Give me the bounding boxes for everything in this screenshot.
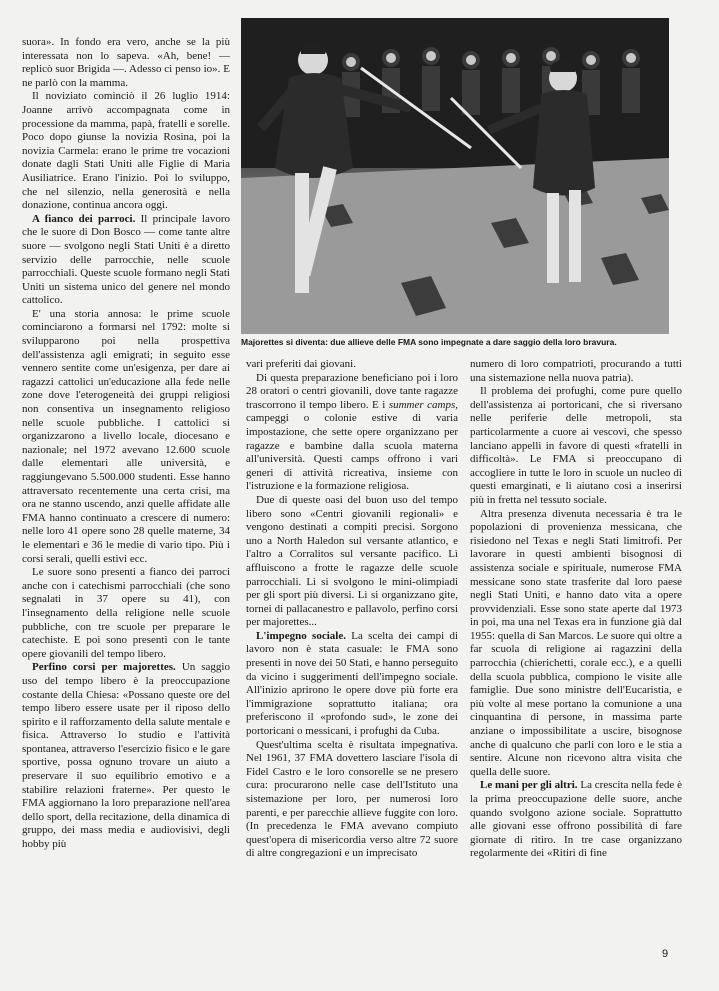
paragraph-text: Di questa preparazione beneficiano poi i loro 28 oratori o centri giovanili, dove tante ragazze trascorrono il tempo libero. E i [246, 371, 458, 411]
paragraph-text: La crescita nella fede è la prima preoccupazione delle suore, anche quando svolgono azione sociale. Soprattutto alle giovani esse offrono possibilità di fare giornate di ritiro. In tre case organizzano regolarmente dei «Ritiri di fine [470, 779, 682, 860]
paragraph: numero di loro compatrioti, procurando a tutti una sistemazione nella nuova patria). [470, 358, 682, 384]
paragraph: Il problema dei profughi, come pure quello dell'assistenza ai portoricani, che si riversano nelle periferie delle metropoli, sta particolarmente a cuore ai vescovi, che spesso lanciano appelli in favore di questi «fratelli in difficoltà». Le FMA si preoccupano di accogliere in tutte le loro in scuole un nucleo di questi emarginati, e li aiutano così a inserirsi più in fretta nel tessuto sociale. [470, 385, 682, 506]
page-number: 9 [662, 948, 669, 960]
paragraph: suora». In fondo era vero, anche se la più interessata non lo sapeva. «Ah, bene! — replicò suor Brigida —. Adesso ci penso io». E ne parlò con la mamma. [22, 36, 230, 89]
section-heading: Le mani per gli altri. [480, 779, 578, 792]
majorettes-photo-illustration [241, 18, 669, 334]
paragraph-text: La scelta dei campi di lavoro non è stata casuale: le FMA sono presenti in nove dei 50 Stati, e hanno perseguito da vicino i suggerimenti dell'impegno sociale. All'inizio aprirono le opere dove più forte era l'immigrazione soprattutto italiana; ora preferiscono il «profondo sud», le zone dei portoricani o messicani, i profughi da Cuba. [246, 629, 459, 738]
majorettes-photo [241, 18, 669, 334]
section-heading: L'impegno sociale. [256, 629, 346, 642]
paragraph [246, 372, 458, 494]
paragraph: Altra presenza divenuta necessaria è tra le popolazioni di provenienza messicana, che risiedono nel Texas e negli Stati limitrofi. Per lavorare in questi ambienti bisognosi di assistenza sociale e spirituale, numerose FMA messicane sono state trasferite dal loro paese negli Stati Uniti, e hanno dato vita a opere provvidenziali. Esse sono state aperte dal 1973 in poi, ma una nel Texas era in funzione già dal 1955: quella di San Marcos. Le suore qui oltre a far scuola di religione ai ragazzini della parrocchia (chierichetti, corale ecc.), e a quelli della scuola pubblica, compiono le visite alle famiglie. Due sono ministre dell'Eucaristia, e più volte al mese portano la comunione a una cinquantina di persone, in massima parte anziane o impossibilitate a uscire, bisognose anche di qualcuno che parli con loro e le stia a sentire. Alcune non ricevono altra visita che quella delle suore. [470, 507, 683, 778]
section-heading: Perfino corsi per majorettes. [32, 661, 176, 674]
paragraph [246, 630, 458, 739]
paragraph-text: Un saggio uso del tempo libero è la preoccupazione costante della Chiesa: «Possano queste ore del tempo libero essere usate per il riposo dello spirito e il rafforzamento della salute mentale e fisica. Attraverso lo studio e l'attività spontanea, attraverso l'esercizio fisico e le gare sportive, possa ognuno trovare un aiuto a preservare il suo equilibrio emotivo e a stabilire relazioni fraterne». Per questo le FMA aggiornano la loro preparazione nell'area dello sport, della recitazione, della dinamica di gruppo, dei mass media e audiovisivi, degli hobby più [22, 661, 230, 851]
section-heading: A fianco dei parroci. [32, 212, 136, 225]
italic-term: summer camps, [388, 398, 458, 411]
text-column-2 [246, 358, 458, 861]
photo-caption: Majorettes si diventa: due allieve delle FMA sono impegnate a dare saggio della loro bravura. [241, 337, 617, 347]
paragraph: Il noviziato cominciò il 26 luglio 1914: Joanne arrivò accompagnata come in processione da mamma, papà, fratelli e sorelle. Poco dopo giunse la novizia Rosina, poi la novizia Carmela: erano le prime tre vocazioni donate dagli Stati Uniti alle Figlie di Maria Ausiliatrice. Erano l'inizio. Poi lo sviluppo, che nel silenzio, nella generosità e nella donazione, continua ancora oggi. [22, 90, 230, 212]
text-column-1 [22, 36, 230, 852]
paragraph: Due di queste oasi del buon uso del tempo libero sono «Centri giovanili regionali» e vengono destinati a compiti precisi. Sorgono uno a North Haledon sul versante atlantico, e l'altro a Corralitos sul versante pacifico. Lì affluiscono a frotte le ragazze delle scuole parrocchiali. Lì si svolgono le mini-olimpiadi per gli sport più diversi. Lì si organizzano gite, tornei di pallacanestro e pallavolo, perfino corsi per majorettes... [246, 493, 458, 629]
paragraph: Quest'ultima scelta è risultata impegnativa. Nel 1961, 37 FMA dovettero lasciare l'isola di Fidel Castro e le loro consorelle se ne presero cura: procurarono nelle case dell'Istituto una sistemazione per loro, per numerosi loro parenti, e per parecchie allieve fuggite con loro. (In precedenza le FMA avevano compiuto quest'opera di misericordia verso altre 72 suore di altre congregazioni e un imprecisato [246, 738, 458, 860]
paragraph [22, 213, 230, 308]
paragraph-text: campeggi o colonie estive di varia impostazione, che sette opere organizzano per ragazze e bambine dalla scuola materna all'università. Questi camps offrono i vari generi di attività ricreativa, insieme con l'istruzione e la formazione religiosa. [246, 412, 458, 493]
paragraph [470, 779, 682, 861]
paragraph [22, 661, 230, 851]
paragraph: E' una storia annosa: le prime scuole cominciarono a formarsi nel 1792: molte si svilupparono poi nella prospettiva dell'assistenza agli emigrati; in seguito esse vennero sentite come un'esigenza, per dare ai ragazzi cattolici un'educazione alla fede nelle zone dove l'eterogeneità dei gruppi religiosi non consentiva un insegnamento religioso nelle scuole pubbliche. I cattolici si organizzarono a livello locale, diocesano e nazionale; nel 1972 avevano 12.600 scuole dalle elementari alle università, e raggiungevano 5.500.000 studenti. Esse hanno attraversato recentemente una certa crisi, ma ora ne stanno uscendo, anzi quelle affidate alle FMA hanno continuato a crescere di numero: nelle loro 41 opere sono 28 quelle materne, 34 le elementari e 36 le medie di vario tipo. Più i corsi serali, quelli estivi ecc. [22, 307, 230, 565]
paragraph: vari preferiti dai giovani. [246, 358, 356, 370]
text-column-3 [470, 358, 682, 861]
paragraph-text: Il principale lavoro che le suore di Don Bosco — come tante altre suore — svolgono negli Stati Uniti è a diretto servizio delle parrocchie, nelle scuole parrocchiali. Queste scuole formano negli Stati Uniti un sistema unico del genere nel mondo cattolico. [22, 212, 230, 307]
paragraph: Le suore sono presenti a fianco dei parroci anche con i catechismi parrocchiali (che sono segnalati in 37 opere su 41), con l'insegnamento della religione nelle scuole pubbliche, con tre scuole per preparare le catechiste. E poi sono presenti con le tante opere giovanili del tempo libero. [22, 566, 230, 660]
